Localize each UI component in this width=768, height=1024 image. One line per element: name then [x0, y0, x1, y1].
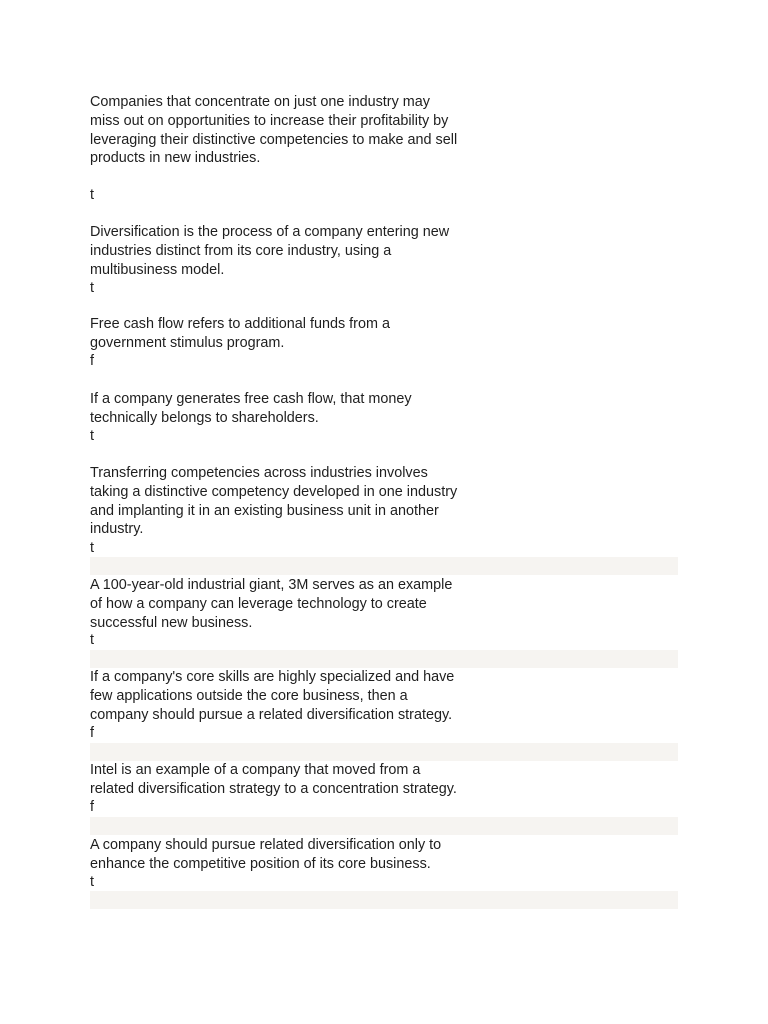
answer-text: t	[90, 280, 94, 296]
separator-band	[90, 650, 678, 668]
question-text: Free cash flow refers to additional funds from a government stimulus program.	[90, 316, 390, 351]
question-text: Companies that concentrate on just one industry may miss out on opportunities to increase their profitability by leveraging their distinctive competencies to make and sell products in new industries.	[90, 94, 458, 167]
question-text: Transferring competencies across industries involves taking a distinctive competency developed in one industry and implanting it in an existing business unit in another industry.	[90, 465, 458, 538]
question-text: A 100-year-old industrial giant, 3M serves as an example of how a company can leverage technology to create successful new business.	[90, 577, 453, 631]
answer-text: f	[90, 353, 94, 369]
separator-band	[90, 743, 678, 761]
question-text: If a company generates free cash flow, that money technically belongs to shareholders.	[90, 391, 412, 426]
answer-text: t	[90, 540, 94, 556]
question-text: Intel is an example of a company that moved from a related diversification strategy to a concentration strategy.	[90, 762, 457, 797]
separator-band	[90, 557, 678, 575]
question-text: A company should pursue related diversification only to enhance the competitive position of its core business.	[90, 837, 442, 872]
answer-text: t	[90, 428, 94, 444]
separator-band	[90, 817, 678, 835]
question-text: Diversification is the process of a company entering new industries distinct from its core industry, using a multibusiness model.	[90, 224, 450, 278]
answer-text: f	[90, 799, 94, 815]
question-text: If a company's core skills are highly specialized and have few applications outside the core business, then a company should pursue a related diversification strategy.	[90, 669, 455, 723]
answer-text: f	[90, 725, 94, 741]
separator-band	[90, 891, 678, 909]
answer-text: t	[90, 187, 94, 203]
answer-text: t	[90, 632, 94, 648]
answer-text: t	[90, 874, 94, 890]
